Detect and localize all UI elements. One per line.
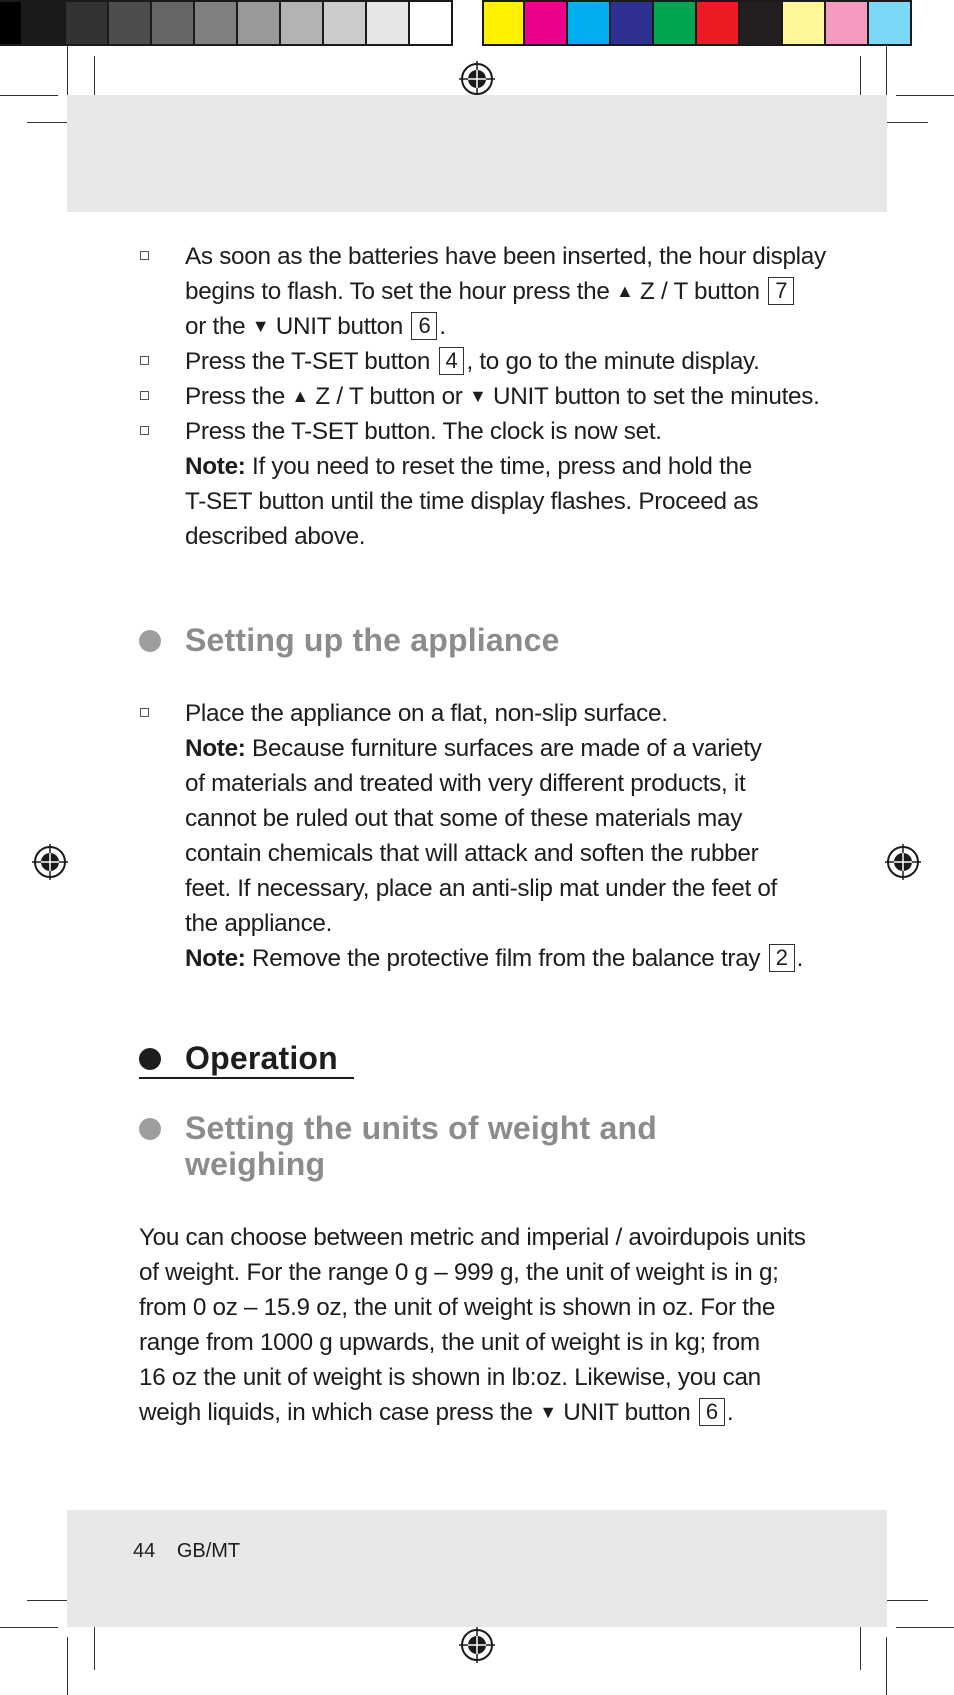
part-reference: 6	[699, 1398, 725, 1426]
paragraph-line: range from 1000 g upwards, the unit of weight is in kg; from	[139, 1329, 760, 1356]
arrow-down-icon: ▼	[539, 1402, 557, 1422]
note-label: Note:	[185, 453, 246, 480]
crop-mark	[886, 1637, 887, 1695]
color-swatch	[654, 0, 697, 46]
checkbox-bullet-icon	[140, 391, 149, 400]
registration-mark-icon	[459, 1627, 495, 1663]
section-bullet-icon	[139, 1048, 161, 1070]
checkbox-bullet-icon	[140, 251, 149, 260]
note-text: described above.	[185, 523, 366, 550]
note-label: Note:	[185, 945, 246, 972]
heading-text: Operation	[185, 1040, 338, 1076]
step-text: Z / T button	[640, 278, 760, 305]
color-swatch	[740, 0, 783, 46]
list-item: As soon as the batteries have been inserted, the hour display begins to flash. To set the hour press the ▲ Z / T button 7 or the ▼ UNIT button 6 .	[139, 239, 839, 344]
color-swatch	[281, 0, 324, 46]
note-text: of materials and treated with very different products, it	[185, 770, 746, 797]
crop-mark	[67, 46, 68, 96]
note-text: T-SET button until the time display flashes. Proceed as	[185, 488, 759, 515]
paragraph-line: weigh liquids, in which case press the	[139, 1399, 533, 1426]
list-item	[139, 379, 839, 414]
registration-mark-icon	[32, 844, 68, 880]
paragraph-line: UNIT button	[563, 1399, 691, 1426]
color-swatch	[195, 0, 238, 46]
color-swatch	[826, 0, 869, 46]
list-item: Place the appliance on a flat, non-slip surface. Note: Because furniture surfaces are made of a variety of materials and treated with very different products, it cannot be ruled out that some of these materials may contain chemicals that will attack and soften the rubber feet. If necessary, place an anti-slip mat under the feet of the appliance. Note: Remove the protective film from the balance tray 2 .	[139, 696, 839, 976]
section-bullet-icon	[139, 1118, 161, 1140]
page-number: 44	[133, 1540, 156, 1562]
footer-band	[67, 1510, 887, 1627]
step-text: UNIT button	[275, 313, 404, 340]
part-reference: 4	[439, 347, 465, 375]
note-label: Note:	[185, 735, 246, 762]
arrow-down-icon: ▼	[251, 316, 270, 336]
heading-text: weighing	[185, 1146, 326, 1182]
crop-mark	[94, 1620, 95, 1670]
paragraph-line: from 0 oz – 15.9 oz, the unit of weight is shown in oz. For the	[139, 1294, 776, 1321]
section-bullet-icon	[139, 630, 161, 652]
checkbox-bullet-icon	[140, 356, 149, 365]
header-band	[67, 95, 887, 212]
crop-mark	[886, 46, 887, 96]
part-reference: 7	[768, 277, 794, 305]
step-text: Press the	[185, 383, 285, 410]
grayscale-calibration-strip	[0, 0, 453, 46]
crop-mark	[0, 1627, 58, 1628]
crop-mark	[67, 1637, 68, 1695]
color-swatch	[410, 0, 453, 46]
heading-text: Setting the units of weight and	[185, 1110, 657, 1146]
color-swatch	[66, 0, 109, 46]
color-swatch	[238, 0, 281, 46]
registration-mark-icon	[885, 844, 921, 880]
color-swatch	[367, 0, 410, 46]
paragraph-line: of weight. For the range 0 g – 999 g, the unit of weight is in g;	[139, 1259, 779, 1286]
arrow-down-icon: ▼	[469, 386, 487, 406]
part-reference: 6	[411, 312, 437, 340]
color-calibration-strip	[482, 0, 912, 46]
color-swatch	[611, 0, 654, 46]
clock-setting-steps	[139, 239, 839, 554]
step-text: Press the T-SET button	[185, 348, 431, 375]
part-reference: 2	[769, 944, 795, 972]
note-text: feet. If necessary, place an anti-slip mat under the feet of	[185, 875, 778, 902]
note-text: the appliance.	[185, 910, 333, 937]
crop-mark	[896, 95, 954, 96]
crop-mark	[0, 95, 58, 96]
step-text: begins to flash. To set the hour press the	[185, 278, 610, 305]
color-swatch	[23, 0, 66, 46]
color-swatch	[0, 0, 23, 46]
color-swatch	[697, 0, 740, 46]
step-text: or the	[185, 313, 246, 340]
registration-mark-icon	[459, 61, 495, 97]
note-text: Because furniture surfaces are made of a variety	[252, 735, 762, 762]
heading-underline	[139, 1077, 354, 1079]
note-text: contain chemicals that will attack and soften the rubber	[185, 840, 759, 867]
heading-text: Setting up the appliance	[185, 622, 560, 658]
color-swatch	[783, 0, 826, 46]
step-text: Z / T button or	[315, 383, 463, 410]
color-swatch	[869, 0, 912, 46]
step-text: Place the appliance on a flat, non-slip surface.	[185, 700, 668, 727]
setup-steps	[139, 696, 839, 976]
arrow-up-icon: ▲	[291, 386, 309, 406]
locale-code: GB/MT	[176, 1540, 241, 1562]
color-swatch	[482, 0, 525, 46]
page-footer	[133, 1540, 256, 1563]
list-item	[139, 414, 839, 554]
crop-mark	[860, 1620, 861, 1670]
arrow-up-icon: ▲	[616, 281, 634, 301]
list-item	[139, 344, 839, 379]
step-text: As soon as the batteries have been inserted, the hour display	[185, 243, 826, 270]
note-text: cannot be ruled out that some of these materials may	[185, 805, 743, 832]
checkbox-bullet-icon	[140, 708, 149, 717]
step-text: Press the T-SET button. The clock is now set.	[185, 418, 662, 445]
color-swatch	[525, 0, 568, 46]
color-swatch	[324, 0, 367, 46]
note-text: Remove the protective film from the balance tray	[252, 945, 761, 972]
step-text: , to go to the minute display.	[466, 348, 760, 375]
color-swatch	[109, 0, 152, 46]
color-swatch	[152, 0, 195, 46]
paragraph-line: You can choose between metric and imperial / avoirdupois units	[139, 1224, 806, 1251]
paragraph-line: 16 oz the unit of weight is shown in lb:oz. Likewise, you can	[139, 1364, 761, 1391]
units-paragraph: You can choose between metric and imperial / avoirdupois units of weight. For the range 0 g – 999 g, the unit of weight is in g; from 0 oz – 15.9 oz, the unit of weight is shown in oz. For the range from 1000 g upwards, the unit of weight is in kg; from 16 oz the unit of weight is shown in lb:oz. Likewise, you can weigh liquids, in which case press the ▼ UNIT button 6 .	[139, 1224, 806, 1426]
note-text: If you need to reset the time, press and hold the	[252, 453, 752, 480]
crop-mark	[896, 1627, 954, 1628]
step-text: UNIT button to set the minutes.	[493, 383, 820, 410]
color-swatch	[568, 0, 611, 46]
checkbox-bullet-icon	[140, 426, 149, 435]
